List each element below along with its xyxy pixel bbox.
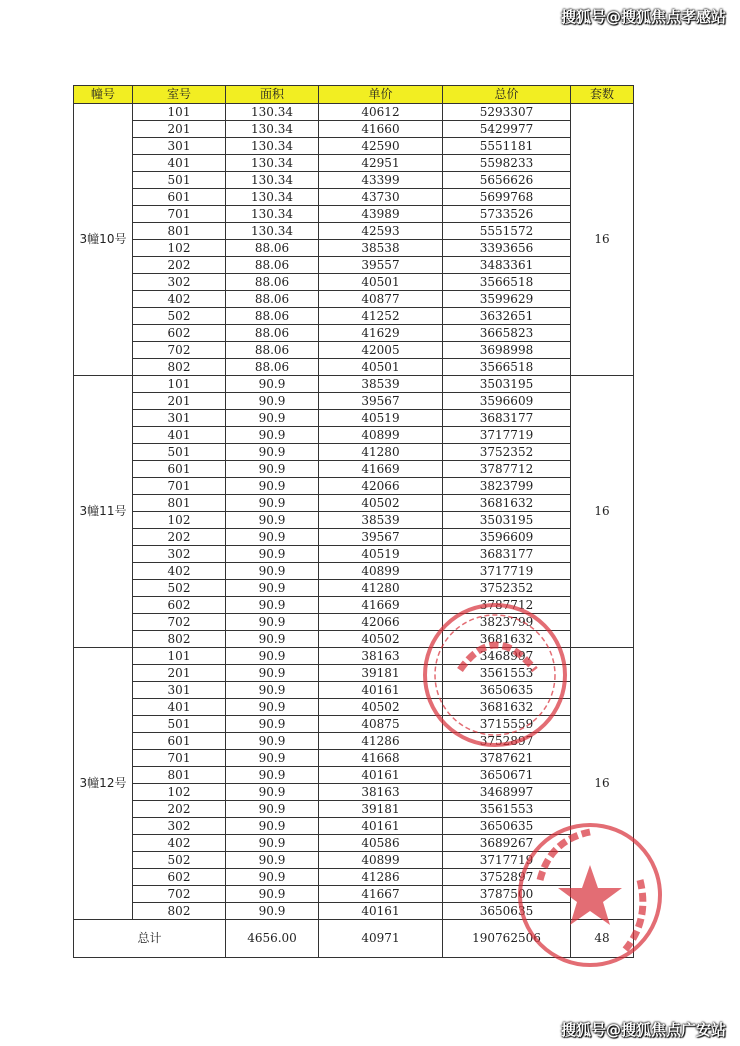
total-row: [74, 920, 634, 958]
total-price-cell: 3823799: [443, 614, 571, 631]
total-price-cell: 3787500: [443, 886, 571, 903]
area-cell: 90.9: [226, 835, 319, 852]
header-unit-price: 单价: [319, 86, 443, 104]
unit-price-cell: 40519: [319, 546, 443, 563]
area-cell: 90.9: [226, 665, 319, 682]
total-price-cell: 5656626: [443, 172, 571, 189]
unit-price-cell: 40502: [319, 699, 443, 716]
total-price-cell: 3717719: [443, 852, 571, 869]
area-cell: 90.9: [226, 631, 319, 648]
room-cell: 701: [133, 478, 226, 495]
area-cell: 90.9: [226, 410, 319, 427]
total-price-cell: 3787712: [443, 461, 571, 478]
room-cell: 602: [133, 869, 226, 886]
area-cell: 90.9: [226, 393, 319, 410]
room-cell: 702: [133, 886, 226, 903]
unit-price-cell: 41252: [319, 308, 443, 325]
total-price-cell: 5551572: [443, 223, 571, 240]
total-price-cell: 5551181: [443, 138, 571, 155]
total-price-cell: 3717719: [443, 427, 571, 444]
table-row: [74, 257, 634, 274]
area-cell: 90.9: [226, 427, 319, 444]
area-cell: 90.9: [226, 444, 319, 461]
total-price-cell: 5293307: [443, 104, 571, 121]
table-row: [74, 631, 634, 648]
total-price-cell: 3650671: [443, 767, 571, 784]
unit-price-cell: 41280: [319, 444, 443, 461]
area-cell: 88.06: [226, 359, 319, 376]
table-row: [74, 342, 634, 359]
room-cell: 601: [133, 461, 226, 478]
room-cell: 702: [133, 342, 226, 359]
unit-price-cell: 42005: [319, 342, 443, 359]
total-price-cell: 3752352: [443, 580, 571, 597]
table-row: [74, 818, 634, 835]
table-body: [74, 104, 634, 920]
area-cell: 90.9: [226, 376, 319, 393]
room-cell: 802: [133, 903, 226, 920]
room-cell: 701: [133, 206, 226, 223]
unit-price-cell: 40899: [319, 852, 443, 869]
total-price-cell: 3561553: [443, 665, 571, 682]
total-price-cell: 3650635: [443, 682, 571, 699]
total-price-cell: 3683177: [443, 546, 571, 563]
unit-price-cell: 39557: [319, 257, 443, 274]
area-cell: 90.9: [226, 614, 319, 631]
table-row: [74, 104, 634, 121]
room-cell: 602: [133, 597, 226, 614]
room-cell: 301: [133, 682, 226, 699]
unit-price-cell: 41286: [319, 869, 443, 886]
unit-price-cell: 40502: [319, 631, 443, 648]
unit-price-cell: 40612: [319, 104, 443, 121]
room-cell: 402: [133, 835, 226, 852]
area-cell: 90.9: [226, 648, 319, 665]
room-cell: 502: [133, 580, 226, 597]
unit-price-cell: 38163: [319, 648, 443, 665]
unit-price-cell: 40899: [319, 427, 443, 444]
room-cell: 102: [133, 784, 226, 801]
total-price-cell: 3596609: [443, 393, 571, 410]
unit-price-cell: 42593: [319, 223, 443, 240]
unit-price-cell: 38539: [319, 512, 443, 529]
table-row: [74, 189, 634, 206]
area-cell: 130.34: [226, 172, 319, 189]
table-row: [74, 529, 634, 546]
header-count: 套数: [571, 86, 634, 104]
table-row: [74, 835, 634, 852]
room-cell: 401: [133, 427, 226, 444]
table-row: [74, 121, 634, 138]
total-unit-price: 40971: [319, 920, 443, 958]
total-price-cell: 3681632: [443, 631, 571, 648]
area-cell: 90.9: [226, 478, 319, 495]
area-cell: 130.34: [226, 155, 319, 172]
room-cell: 102: [133, 240, 226, 257]
table-row: [74, 223, 634, 240]
unit-price-cell: 42951: [319, 155, 443, 172]
table-row: [74, 444, 634, 461]
room-cell: 402: [133, 291, 226, 308]
unit-price-cell: 40586: [319, 835, 443, 852]
area-cell: 130.34: [226, 223, 319, 240]
count-cell: 16: [571, 648, 634, 920]
total-price-cell: 5598233: [443, 155, 571, 172]
unit-price-cell: 40161: [319, 682, 443, 699]
unit-price-cell: 43989: [319, 206, 443, 223]
price-table: [73, 85, 634, 958]
unit-price-cell: 40875: [319, 716, 443, 733]
area-cell: 90.9: [226, 818, 319, 835]
area-cell: 90.9: [226, 767, 319, 784]
unit-price-cell: 38538: [319, 240, 443, 257]
watermark-top: 搜狐号@搜狐焦点孝感站: [560, 8, 726, 26]
area-cell: 90.9: [226, 852, 319, 869]
area-cell: 88.06: [226, 291, 319, 308]
table-row: [74, 852, 634, 869]
total-price-cell: 5699768: [443, 189, 571, 206]
table-row: [74, 886, 634, 903]
area-cell: 90.9: [226, 699, 319, 716]
total-price: 190762506: [443, 920, 571, 958]
room-cell: 201: [133, 393, 226, 410]
area-cell: 90.9: [226, 733, 319, 750]
area-cell: 90.9: [226, 801, 319, 818]
room-cell: 101: [133, 376, 226, 393]
unit-price-cell: 41668: [319, 750, 443, 767]
room-cell: 501: [133, 444, 226, 461]
area-cell: 90.9: [226, 784, 319, 801]
unit-price-cell: 39181: [319, 665, 443, 682]
room-cell: 102: [133, 512, 226, 529]
table-row: [74, 716, 634, 733]
room-cell: 801: [133, 495, 226, 512]
total-price-cell: 3752897: [443, 733, 571, 750]
room-cell: 401: [133, 155, 226, 172]
count-cell: 16: [571, 376, 634, 648]
room-cell: 501: [133, 716, 226, 733]
room-cell: 801: [133, 223, 226, 240]
total-price-cell: 3393656: [443, 240, 571, 257]
header-building: 幢号: [74, 86, 133, 104]
table-row: [74, 546, 634, 563]
table-row: [74, 138, 634, 155]
room-cell: 301: [133, 138, 226, 155]
area-cell: 90.9: [226, 750, 319, 767]
room-cell: 402: [133, 563, 226, 580]
room-cell: 701: [133, 750, 226, 767]
room-cell: 202: [133, 801, 226, 818]
area-cell: 88.06: [226, 342, 319, 359]
table-row: [74, 393, 634, 410]
total-price-cell: 3698998: [443, 342, 571, 359]
table-row: [74, 359, 634, 376]
room-cell: 702: [133, 614, 226, 631]
unit-price-cell: 43730: [319, 189, 443, 206]
room-cell: 302: [133, 546, 226, 563]
total-price-cell: 3752897: [443, 869, 571, 886]
room-cell: 601: [133, 733, 226, 750]
area-cell: 90.9: [226, 495, 319, 512]
unit-price-cell: 40877: [319, 291, 443, 308]
unit-price-cell: 40501: [319, 274, 443, 291]
area-cell: 90.9: [226, 903, 319, 920]
unit-price-cell: 40161: [319, 767, 443, 784]
area-cell: 130.34: [226, 104, 319, 121]
unit-price-cell: 41667: [319, 886, 443, 903]
room-cell: 802: [133, 359, 226, 376]
total-price-cell: 3787621: [443, 750, 571, 767]
area-cell: 90.9: [226, 597, 319, 614]
total-price-cell: 3683177: [443, 410, 571, 427]
total-price-cell: 3665823: [443, 325, 571, 342]
unit-price-cell: 40519: [319, 410, 443, 427]
area-cell: 130.34: [226, 121, 319, 138]
table-row: [74, 206, 634, 223]
table-row: [74, 682, 634, 699]
header-room: 室号: [133, 86, 226, 104]
area-cell: 88.06: [226, 308, 319, 325]
area-cell: 88.06: [226, 325, 319, 342]
table-row: [74, 597, 634, 614]
table-row: [74, 410, 634, 427]
table-row: [74, 427, 634, 444]
room-cell: 202: [133, 529, 226, 546]
unit-price-cell: 38539: [319, 376, 443, 393]
room-cell: 801: [133, 767, 226, 784]
building-cell: 3幢11号: [74, 376, 133, 648]
table-row: [74, 512, 634, 529]
unit-price-cell: 40501: [319, 359, 443, 376]
total-price-cell: 5429977: [443, 121, 571, 138]
room-cell: 601: [133, 189, 226, 206]
total-area: 4656.00: [226, 920, 319, 958]
table-row: [74, 784, 634, 801]
unit-price-cell: 40899: [319, 563, 443, 580]
total-price-cell: 3632651: [443, 308, 571, 325]
table-row: [74, 240, 634, 257]
unit-price-cell: 39567: [319, 529, 443, 546]
unit-price-cell: 39567: [319, 393, 443, 410]
room-cell: 101: [133, 648, 226, 665]
room-cell: 202: [133, 257, 226, 274]
unit-price-cell: 40161: [319, 903, 443, 920]
area-cell: 90.9: [226, 546, 319, 563]
table-row: [74, 478, 634, 495]
area-cell: 90.9: [226, 869, 319, 886]
total-price-cell: 3715559: [443, 716, 571, 733]
count-cell: 16: [571, 104, 634, 376]
area-cell: 90.9: [226, 563, 319, 580]
unit-price-cell: 39181: [319, 801, 443, 818]
total-price-cell: 3561553: [443, 801, 571, 818]
area-cell: 90.9: [226, 580, 319, 597]
table-row: [74, 172, 634, 189]
table-row: [74, 699, 634, 716]
room-cell: 101: [133, 104, 226, 121]
table-row: [74, 274, 634, 291]
room-cell: 502: [133, 308, 226, 325]
table-row: [74, 614, 634, 631]
unit-price-cell: 42066: [319, 478, 443, 495]
room-cell: 502: [133, 852, 226, 869]
unit-price-cell: 42066: [319, 614, 443, 631]
area-cell: 130.34: [226, 206, 319, 223]
area-cell: 90.9: [226, 461, 319, 478]
area-cell: 88.06: [226, 274, 319, 291]
header-row: [74, 86, 634, 104]
total-price-cell: 3596609: [443, 529, 571, 546]
total-price-cell: 3468997: [443, 648, 571, 665]
building-cell: 3幢10号: [74, 104, 133, 376]
header-total-price: 总价: [443, 86, 571, 104]
table-row: [74, 767, 634, 784]
table-row: [74, 308, 634, 325]
room-cell: 301: [133, 410, 226, 427]
room-cell: 201: [133, 121, 226, 138]
table-row: [74, 461, 634, 478]
table-row: [74, 325, 634, 342]
total-price-cell: 3503195: [443, 376, 571, 393]
unit-price-cell: 41629: [319, 325, 443, 342]
table-row: [74, 869, 634, 886]
unit-price-cell: 40161: [319, 818, 443, 835]
table-row: [74, 665, 634, 682]
table-row: [74, 155, 634, 172]
area-cell: 90.9: [226, 512, 319, 529]
total-price-cell: 5733526: [443, 206, 571, 223]
unit-price-cell: 41669: [319, 461, 443, 478]
room-cell: 302: [133, 818, 226, 835]
area-cell: 90.9: [226, 886, 319, 903]
unit-price-cell: 42590: [319, 138, 443, 155]
area-cell: 130.34: [226, 189, 319, 206]
table-row: [74, 376, 634, 393]
table-row: [74, 580, 634, 597]
total-price-cell: 3650635: [443, 818, 571, 835]
area-cell: 88.06: [226, 240, 319, 257]
total-price-cell: 3681632: [443, 495, 571, 512]
room-cell: 501: [133, 172, 226, 189]
total-price-cell: 3483361: [443, 257, 571, 274]
room-cell: 602: [133, 325, 226, 342]
area-cell: 88.06: [226, 257, 319, 274]
room-cell: 201: [133, 665, 226, 682]
table-row: [74, 733, 634, 750]
area-cell: 90.9: [226, 529, 319, 546]
table-row: [74, 750, 634, 767]
room-cell: 302: [133, 274, 226, 291]
table-row: [74, 563, 634, 580]
area-cell: 130.34: [226, 138, 319, 155]
total-price-cell: 3566518: [443, 274, 571, 291]
total-price-cell: 3681632: [443, 699, 571, 716]
total-price-cell: 3823799: [443, 478, 571, 495]
unit-price-cell: 41286: [319, 733, 443, 750]
watermark-bottom: 搜狐号@搜狐焦点广安站: [560, 1021, 726, 1039]
total-price-cell: 3503195: [443, 512, 571, 529]
table-row: [74, 648, 634, 665]
table-row: [74, 291, 634, 308]
total-price-cell: 3468997: [443, 784, 571, 801]
total-label: 总计: [74, 920, 226, 958]
table-row: [74, 801, 634, 818]
table-row: [74, 495, 634, 512]
room-cell: 401: [133, 699, 226, 716]
unit-price-cell: 43399: [319, 172, 443, 189]
table-row: [74, 903, 634, 920]
unit-price-cell: 40502: [319, 495, 443, 512]
unit-price-cell: 41660: [319, 121, 443, 138]
header-area: 面积: [226, 86, 319, 104]
total-price-cell: 3752352: [443, 444, 571, 461]
area-cell: 90.9: [226, 682, 319, 699]
total-price-cell: 3650635: [443, 903, 571, 920]
total-price-cell: 3717719: [443, 563, 571, 580]
total-price-cell: 3787712: [443, 597, 571, 614]
building-cell: 3幢12号: [74, 648, 133, 920]
room-cell: 802: [133, 631, 226, 648]
unit-price-cell: 41669: [319, 597, 443, 614]
unit-price-cell: 38163: [319, 784, 443, 801]
total-price-cell: 3566518: [443, 359, 571, 376]
total-count: 48: [571, 920, 634, 958]
area-cell: 90.9: [226, 716, 319, 733]
total-price-cell: 3689267: [443, 835, 571, 852]
unit-price-cell: 41280: [319, 580, 443, 597]
total-price-cell: 3599629: [443, 291, 571, 308]
